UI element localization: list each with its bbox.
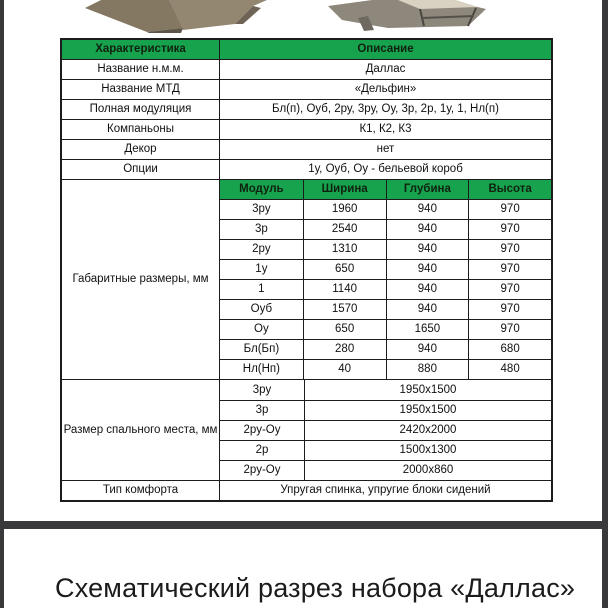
dim-cell: 3р [220,219,303,239]
row-value: 1у, Оуб, Оу - бельевой короб [308,163,463,176]
catalog-page-schematic [4,529,602,608]
dim-cell: 970 [468,199,551,219]
spec-table [60,38,553,502]
dim-cell: 40 [303,359,386,379]
sleeping-size: 1500х1300 [399,444,457,457]
comfort-value: Упругая спинка, упругие блоки сидений [280,484,491,497]
dim-cell: 680 [468,339,551,359]
schematic-title: Схематический разрез набора «Даллас» [55,573,576,603]
sleeping-section [62,379,551,480]
row-value: Даллас [365,63,406,76]
dim-cell: 1у [220,259,303,279]
dim-cell: 280 [303,339,386,359]
sleeping-section-label: Размер спального места, мм [62,380,220,480]
dim-cell: 970 [468,239,551,259]
dim-cell: 970 [468,259,551,279]
sleeping-module: 2р [220,441,305,460]
dimensions-subtable [220,180,551,379]
sleeping-module: 3р [220,401,305,420]
dim-cell: 480 [468,359,551,379]
dim-cell: 940 [386,279,469,299]
dim-cell: 2ру [220,239,303,259]
table-row [62,59,551,79]
row-label: Декор [62,140,220,159]
sleeping-row [220,460,551,480]
dim-cell: 1310 [303,239,386,259]
sleeping-size: 2420х2000 [399,424,457,437]
sleeping-module: 3ру [220,380,305,400]
dim-cell: Бл(Бп) [220,339,303,359]
row-value: К1, К2, К3 [359,123,412,136]
row-value: Бл(п), Оуб, 2ру, 3ру, Оу, 3р, 2р, 1у, 1, Нл(п) [272,103,499,116]
dim-cell: Оуб [220,299,303,319]
dim-cell: 940 [386,199,469,219]
dim-cell: 940 [386,259,469,279]
dim-cell: 1650 [386,319,469,339]
dim-header-module: Модуль [220,180,303,199]
header-description: Описание [357,43,414,56]
comfort-row [62,480,551,500]
sleeping-size: 1950х1500 [399,383,457,396]
dimensions-section-label: Габаритные размеры, мм [62,180,220,379]
corner-sofa-photo [85,0,267,33]
dim-cell: 3ру [220,199,303,219]
dim-header-depth: Глубина [386,180,469,199]
dim-cell: 1960 [303,199,386,219]
sleeping-module: 2ру-Оу [220,461,305,480]
sleeping-row [220,380,551,400]
dim-cell: Нл(Нп) [220,359,303,379]
comfort-label: Тип комфорта [62,481,220,500]
dim-cell: 650 [303,319,386,339]
sleeping-row [220,420,551,440]
table-header-row [62,40,551,59]
dim-cell: 650 [303,259,386,279]
dim-cell: 940 [386,299,469,319]
dim-cell: 880 [386,359,469,379]
dim-cell: 970 [468,299,551,319]
table-row [62,119,551,139]
row-label: Опции [62,160,220,179]
row-label: Название н.м.м. [62,60,220,79]
dim-cell: Оу [220,319,303,339]
table-row [62,139,551,159]
dim-cell: 1140 [303,279,386,299]
dim-header-height: Высота [468,180,551,199]
dim-cell: 970 [468,319,551,339]
sofa-bed-photo [328,0,486,31]
dim-cell: 940 [386,339,469,359]
dim-cell: 970 [468,279,551,299]
row-label: Полная модуляция [62,100,220,119]
dim-cell: 2540 [303,219,386,239]
sleeping-size: 1950х1500 [399,404,457,417]
dim-header-width: Ширина [303,180,386,199]
sleeping-row [220,440,551,460]
dim-cell: 1 [220,279,303,299]
sleeping-row [220,400,551,420]
table-row [62,99,551,119]
sleeping-module: 2ру-Оу [220,421,305,440]
sleeping-size: 2000х860 [402,464,454,477]
row-label: Название МТД [62,80,220,99]
dim-cell: 1570 [303,299,386,319]
row-value: нет [376,143,395,156]
page-separator [0,521,608,529]
header-characteristic: Характеристика [62,40,220,59]
dim-cell: 970 [468,219,551,239]
table-row [62,159,551,179]
table-row [62,79,551,99]
dim-cell: 940 [386,239,469,259]
dim-cell: 940 [386,219,469,239]
row-value: «Дельфин» [354,83,417,96]
row-label: Компаньоны [62,120,220,139]
dimensions-section [62,179,551,379]
catalog-page-specs [4,0,602,521]
